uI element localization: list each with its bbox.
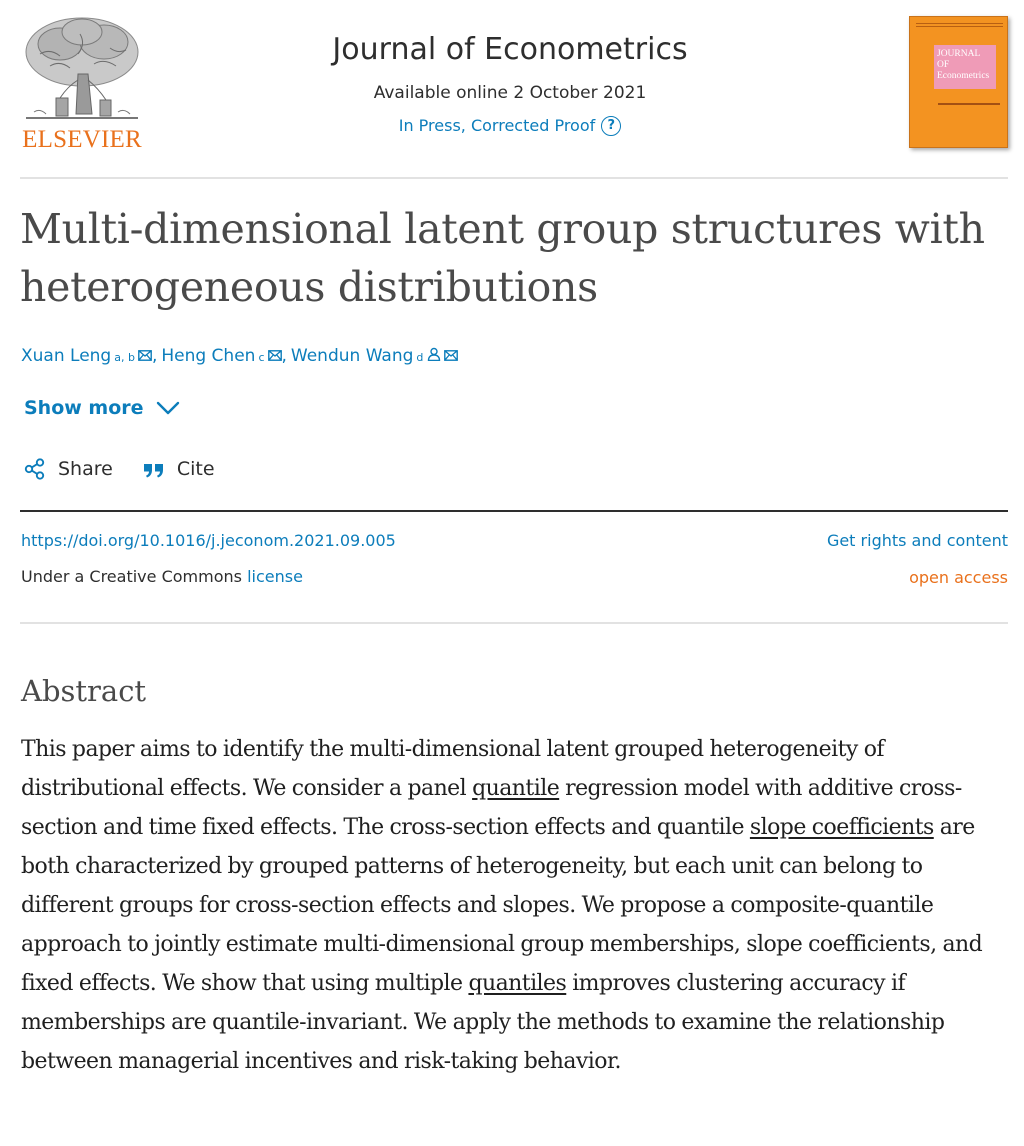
person-icon [427, 346, 441, 360]
metadata-top-divider [20, 510, 1008, 512]
chevron-down-icon [156, 401, 180, 415]
affiliation-marker: d [416, 351, 424, 364]
abstract-heading: Abstract [21, 674, 147, 708]
journal-title-link[interactable]: Journal of Econometrics [332, 32, 688, 67]
rights-and-content-link[interactable]: Get rights and content [826, 531, 1008, 550]
cover-header-line [916, 23, 1003, 27]
show-more-button[interactable] [24, 397, 180, 419]
doi-link[interactable]: https://doi.org/10.1016/j.jeconom.2021.09.005 [21, 531, 396, 550]
topic-link[interactable]: quantile [472, 776, 560, 801]
elsevier-wordmark: ELSEVIER [22, 126, 142, 153]
share-icon [24, 458, 46, 480]
topic-link[interactable]: slope coefficients [749, 815, 934, 840]
affiliation-marker: a, b [114, 351, 135, 364]
article-actions [24, 458, 215, 480]
author-name: Xuan Leng [21, 346, 112, 366]
in-press-status-link[interactable] [399, 115, 622, 137]
license-statement [21, 567, 303, 586]
envelope-icon [268, 346, 282, 357]
journal-cover-thumbnail[interactable] [909, 16, 1008, 148]
abstract-body [21, 730, 1006, 1081]
help-icon[interactable]: ? [601, 116, 621, 136]
author-link[interactable] [161, 346, 281, 366]
envelope-icon [138, 346, 152, 357]
abstract-text: regression model with additive cross-section and time fixed effects. The cross-section effects and quantile [21, 776, 962, 840]
in-press-label: In Press, Corrected Proof [398, 116, 596, 135]
author-name: Wendun Wang [290, 346, 414, 366]
author-separator: , [281, 346, 287, 366]
license-link[interactable]: license [247, 567, 303, 586]
author-separator: , [151, 346, 158, 366]
open-access-badge: open access [909, 568, 1008, 587]
availability-date: Available online 2 October 2021 [373, 83, 647, 103]
affiliation-marker: c [258, 351, 265, 364]
article-title: Multi-dimensional latent group structures with heterogeneous distributions [20, 205, 985, 311]
license-prefix: Under a Creative Commons [21, 567, 242, 586]
abstract-text: This paper aims to identify the multi-dimensional latent grouped heterogeneity of distributional effects. We consider a panel [21, 737, 884, 801]
tree-icon [20, 14, 144, 124]
journal-info [250, 30, 770, 137]
author-name: Heng Chen [161, 346, 256, 366]
cite-label: Cite [176, 458, 215, 480]
show-more-label: Show more [24, 397, 144, 419]
elsevier-logo[interactable] [20, 14, 144, 152]
author-link[interactable] [291, 346, 458, 366]
share-label: Share [58, 458, 113, 480]
header-divider [20, 177, 1008, 179]
article-header [0, 0, 1024, 178]
envelope-icon [444, 346, 458, 357]
metadata-bottom-divider [20, 622, 1008, 624]
cover-title: JOURNAL OF Econometrics [934, 45, 996, 89]
abstract-text: are both characterized by grouped patterns of heterogeneity, but each unit can belong to different groups for cross-section effects and slopes. We propose a composite-quantile approach to jointly estimate multi-dimensional group memberships, slope coefficients, and fixed effects. We show that using multiple [21, 815, 983, 996]
quote-icon [143, 460, 165, 478]
share-button[interactable] [24, 458, 113, 480]
topic-link[interactable]: quantiles [468, 971, 567, 996]
author-list [21, 346, 458, 366]
cite-button[interactable] [143, 458, 215, 480]
abstract-text: improves clustering accuracy if memberships are quantile-invariant. We apply the methods to examine the relationship between managerial incentives and risk-taking behavior. [21, 971, 945, 1074]
cover-decoration-line [938, 103, 1000, 105]
author-link[interactable] [21, 346, 152, 366]
